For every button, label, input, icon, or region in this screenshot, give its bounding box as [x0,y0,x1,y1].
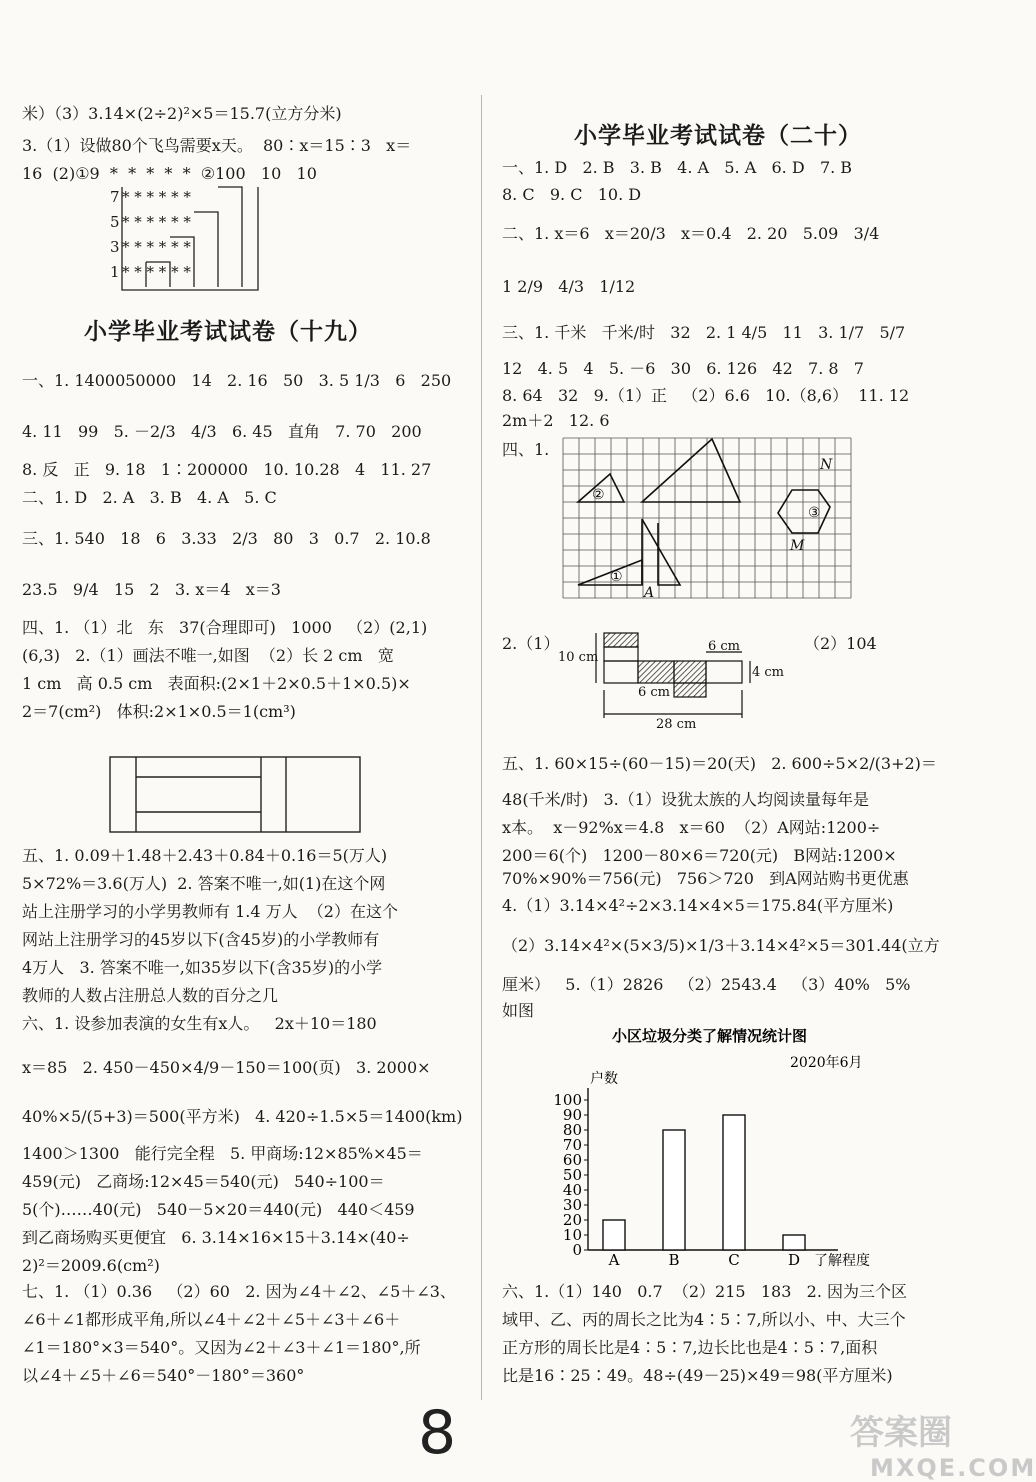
line: 比是16∶25∶49。48÷(49－25)×49＝98(平方厘米) [502,1366,893,1385]
line: 教师的人数占注册总人数的百分之几 [22,986,279,1005]
line: 4万人 3. 答案不唯一,如35岁以下(含35岁)的小学 [22,958,383,977]
line: (6,3) 2.（1）画法不唯一,如图 （2）长 2 cm 宽 [22,646,394,665]
line: ∠1＝180°×3＝540°。又因为∠2＋∠3＋∠1＝180°,所 [22,1338,421,1357]
y-tick-label: 50 [562,1166,582,1184]
y-tick-label: 40 [562,1181,582,1199]
line: 二、1. x＝6 x＝20/3 x＝0.4 2. 20 5.09 3/4 [502,224,880,243]
star-row-label: 5 [110,213,120,231]
line: 2＝7(cm²) 体积:2×1×0.5＝1(cm³) [22,702,296,721]
svg-text:* * * * * *: * * * * * * [122,213,191,231]
y-tick-label: 100 [553,1091,582,1109]
line: 一、1. D 2. B 3. B 4. A 5. A 6. D 7. B [502,158,853,177]
y-tick-label: 10 [562,1226,582,1244]
line: 23.5 9/4 15 2 3. x＝4 x＝3 [22,580,281,599]
line: 五、1. 0.09＋1.48＋2.43＋0.84＋0.16＝5(万人) [22,846,388,865]
dim-6cm-top: 6 cm [708,639,741,654]
column-divider [481,95,482,1400]
line: 16 (2)①9 * * * * * ②100 10 10 [22,164,317,183]
line: 三、1. 千米 千米/时 32 2. 1 4/5 11 3. 1/7 5/7 [502,323,906,342]
bar-chart [532,1025,932,1275]
y-tick-label: 30 [562,1196,582,1214]
line: 四、1. （1）北 东 37(合理即可) 1000 （2）(2,1) [22,618,428,637]
grid-figure [562,437,856,622]
star-row-label: 7 [110,188,120,206]
line: 4.（1）3.14×4²÷2×3.14×4×5＝175.84(平方厘米) [502,896,894,915]
line: 到乙商场购买更便宜 6. 3.14×16×15＋3.14×(40÷ [22,1228,410,1247]
line: 一、1. 1400050000 14 2. 16 50 3. 5 1/3 6 250 [22,371,452,390]
line: 40%×5/(5+3)＝500(平方米) 4. 420÷1.5×5＝1400(km) [22,1107,463,1126]
line: 六、1. 设参加表演的女生有x人。 2x＋10＝180 [22,1014,377,1033]
line: 域甲、乙、丙的周长之比为4∶5∶7,所以小、中、大三个 [502,1310,906,1329]
chart-title: 小区垃圾分类了解情况统计图 [612,1027,808,1045]
stars [122,188,191,281]
y-tick-label: 60 [562,1151,582,1169]
y-tick-label: 80 [562,1121,582,1139]
section-title-19: 小学毕业考试试卷（十九） [84,318,372,345]
line: 站上注册学习的小学男教师有 1.4 万人 （2）在这个 [22,902,398,921]
parallelogram [642,519,680,585]
label-circle-1: ① [610,569,623,585]
line: 七、1. （1）0.36 （2）60 2. 因为∠4＋∠2、∠5＋∠3、 [22,1282,456,1301]
line: 459(元) 乙商场:12×45＝540(元) 540÷100＝ [22,1172,385,1191]
line: 8. 反 正 9. 18 1∶200000 10. 10.28 4 11. 27 [22,460,432,479]
line: x本。 x－92%x＝4.8 x＝60 （2）A网站:1200÷ [502,818,881,837]
label-a: A [644,585,655,601]
chart-subtitle: 2020年6月 [790,1055,863,1071]
star-row-label: 3 [110,238,120,256]
dim-6cm-bottom: 6 cm [638,685,671,700]
label-n: N [820,457,833,473]
line: 六、1.（1）140 0.7 （2）215 183 2. 因为三个区 [502,1282,907,1301]
y-tick-label: 0 [572,1241,582,1259]
bar-D [783,1235,805,1250]
line: 厘米） 5.（1）2826 （2）2543.4 （3）40% 5% [502,975,911,994]
line: 2m＋2 12. 6 [502,411,610,430]
line: 8. C 9. C 10. D [502,185,642,204]
line: 12 4. 5 4 5. －6 30 6. 126 42 7. 8 7 [502,359,864,378]
bar-C [723,1115,745,1250]
watermark-line1: 答案圈 [850,1413,952,1453]
line: 4. 11 99 5. －2/3 4/3 6. 45 直角 7. 70 200 [22,422,422,441]
line: 2)²＝2009.6(cm²) [22,1256,160,1275]
svg-text:* * * * * *: * * * * * * [122,188,191,206]
line: 正方形的周长比是4∶5∶7,边长比也是4∶5∶7,面积 [502,1338,878,1357]
fig2-answer: （2）104 [804,634,877,653]
shaded-shape-figure [558,628,788,738]
line: 3.（1）设做80个飞鸟需要x天。 80∶x＝15∶3 x＝ [22,136,412,155]
line: 200＝6(个) 1200－80×6＝720(元) B网站:1200× [502,846,897,865]
line: 如图 [502,1001,535,1020]
watermark [850,1405,1036,1482]
x-tick-label: C [728,1251,740,1269]
line: x＝85 2. 450－450×4/9－150＝100(页) 3. 2000× [22,1058,431,1077]
svg-text:* * * * * *: * * * * * * [122,263,191,281]
x-tick-label: D [787,1251,801,1269]
line: 5×72%＝3.6(万人) 2. 答案不唯一,如(1)在这个网 [22,874,386,893]
x-tick-label: A [608,1251,620,1269]
dim-4cm: 4 cm [752,665,785,680]
y-tick-label: 20 [562,1211,582,1229]
line: （2）3.14×4²×(5×3/5)×1/3＋3.14×4²×5＝301.44(立方 [502,936,940,955]
line: 二、1. D 2. A 3. B 4. A 5. C [22,488,277,507]
star-figure [108,182,268,297]
y-tick-label: 70 [562,1136,582,1154]
line: ∠6＋∠1都形成平角,所以∠4＋∠2＋∠5＋∠3＋∠6＋ [22,1310,401,1329]
line: 以∠4＋∠5＋∠6＝540°－180°＝360° [22,1366,305,1385]
y-axis-label: 户数 [590,1071,618,1087]
dim-10cm: 10 cm [558,650,599,665]
line: 48(千米/时) 3.（1）设犹太族的人均阅读量每年是 [502,790,869,809]
line: 1400＞1300 能行完全程 5. 甲商场:12×85%×45＝ [22,1144,423,1163]
box-net-figure [108,755,368,835]
star-row-label: 1 [110,263,120,281]
fig2-label: 2.（1） [502,634,560,653]
page-number: 8 [418,1398,457,1468]
bar-B [663,1130,685,1250]
line: 1 cm 高 0.5 cm 表面积:(2×1＋2×0.5＋1×0.5)× [22,674,411,693]
bar-A [603,1220,625,1250]
hexagon [778,490,830,533]
label-circle-3: ③ [808,505,821,521]
line: 8. 64 32 9.（1）正 （2）6.6 10.（8,6） 11. 12 [502,386,910,405]
line: 1 2/9 4/3 1/12 [502,277,636,296]
label-m: M [790,538,805,554]
line: 五、1. 60×15÷(60－15)＝20(天) 2. 600÷5×2/(3+2)＝ [502,754,937,773]
x-axis-label: 了解程度 [814,1253,870,1269]
line: 三、1. 540 18 6 3.33 2/3 80 3 0.7 2. 10.8 [22,529,431,548]
dim-28cm: 28 cm [656,717,697,732]
svg-text:* * * * * *: * * * * * * [122,238,191,256]
label-circle-2: ② [592,487,605,503]
line: 米）（3）3.14×(2÷2)²×5＝15.7(立方分米) [22,104,342,123]
line: 5(个)……40(元) 540－5×20＝440(元) 440＜459 [22,1200,415,1219]
line: 网站上注册学习的45岁以下(含45岁)的小学教师有 [22,930,380,949]
line: 四、1. [502,440,550,459]
y-tick-label: 90 [562,1106,582,1124]
x-tick-label: B [668,1251,680,1269]
watermark-line2: MXQE.COM [870,1454,1036,1482]
line: 70%×90%＝756(元) 756＞720 到A网站购书更优惠 [502,869,909,888]
section-title-20: 小学毕业考试试卷（二十） [574,122,862,149]
